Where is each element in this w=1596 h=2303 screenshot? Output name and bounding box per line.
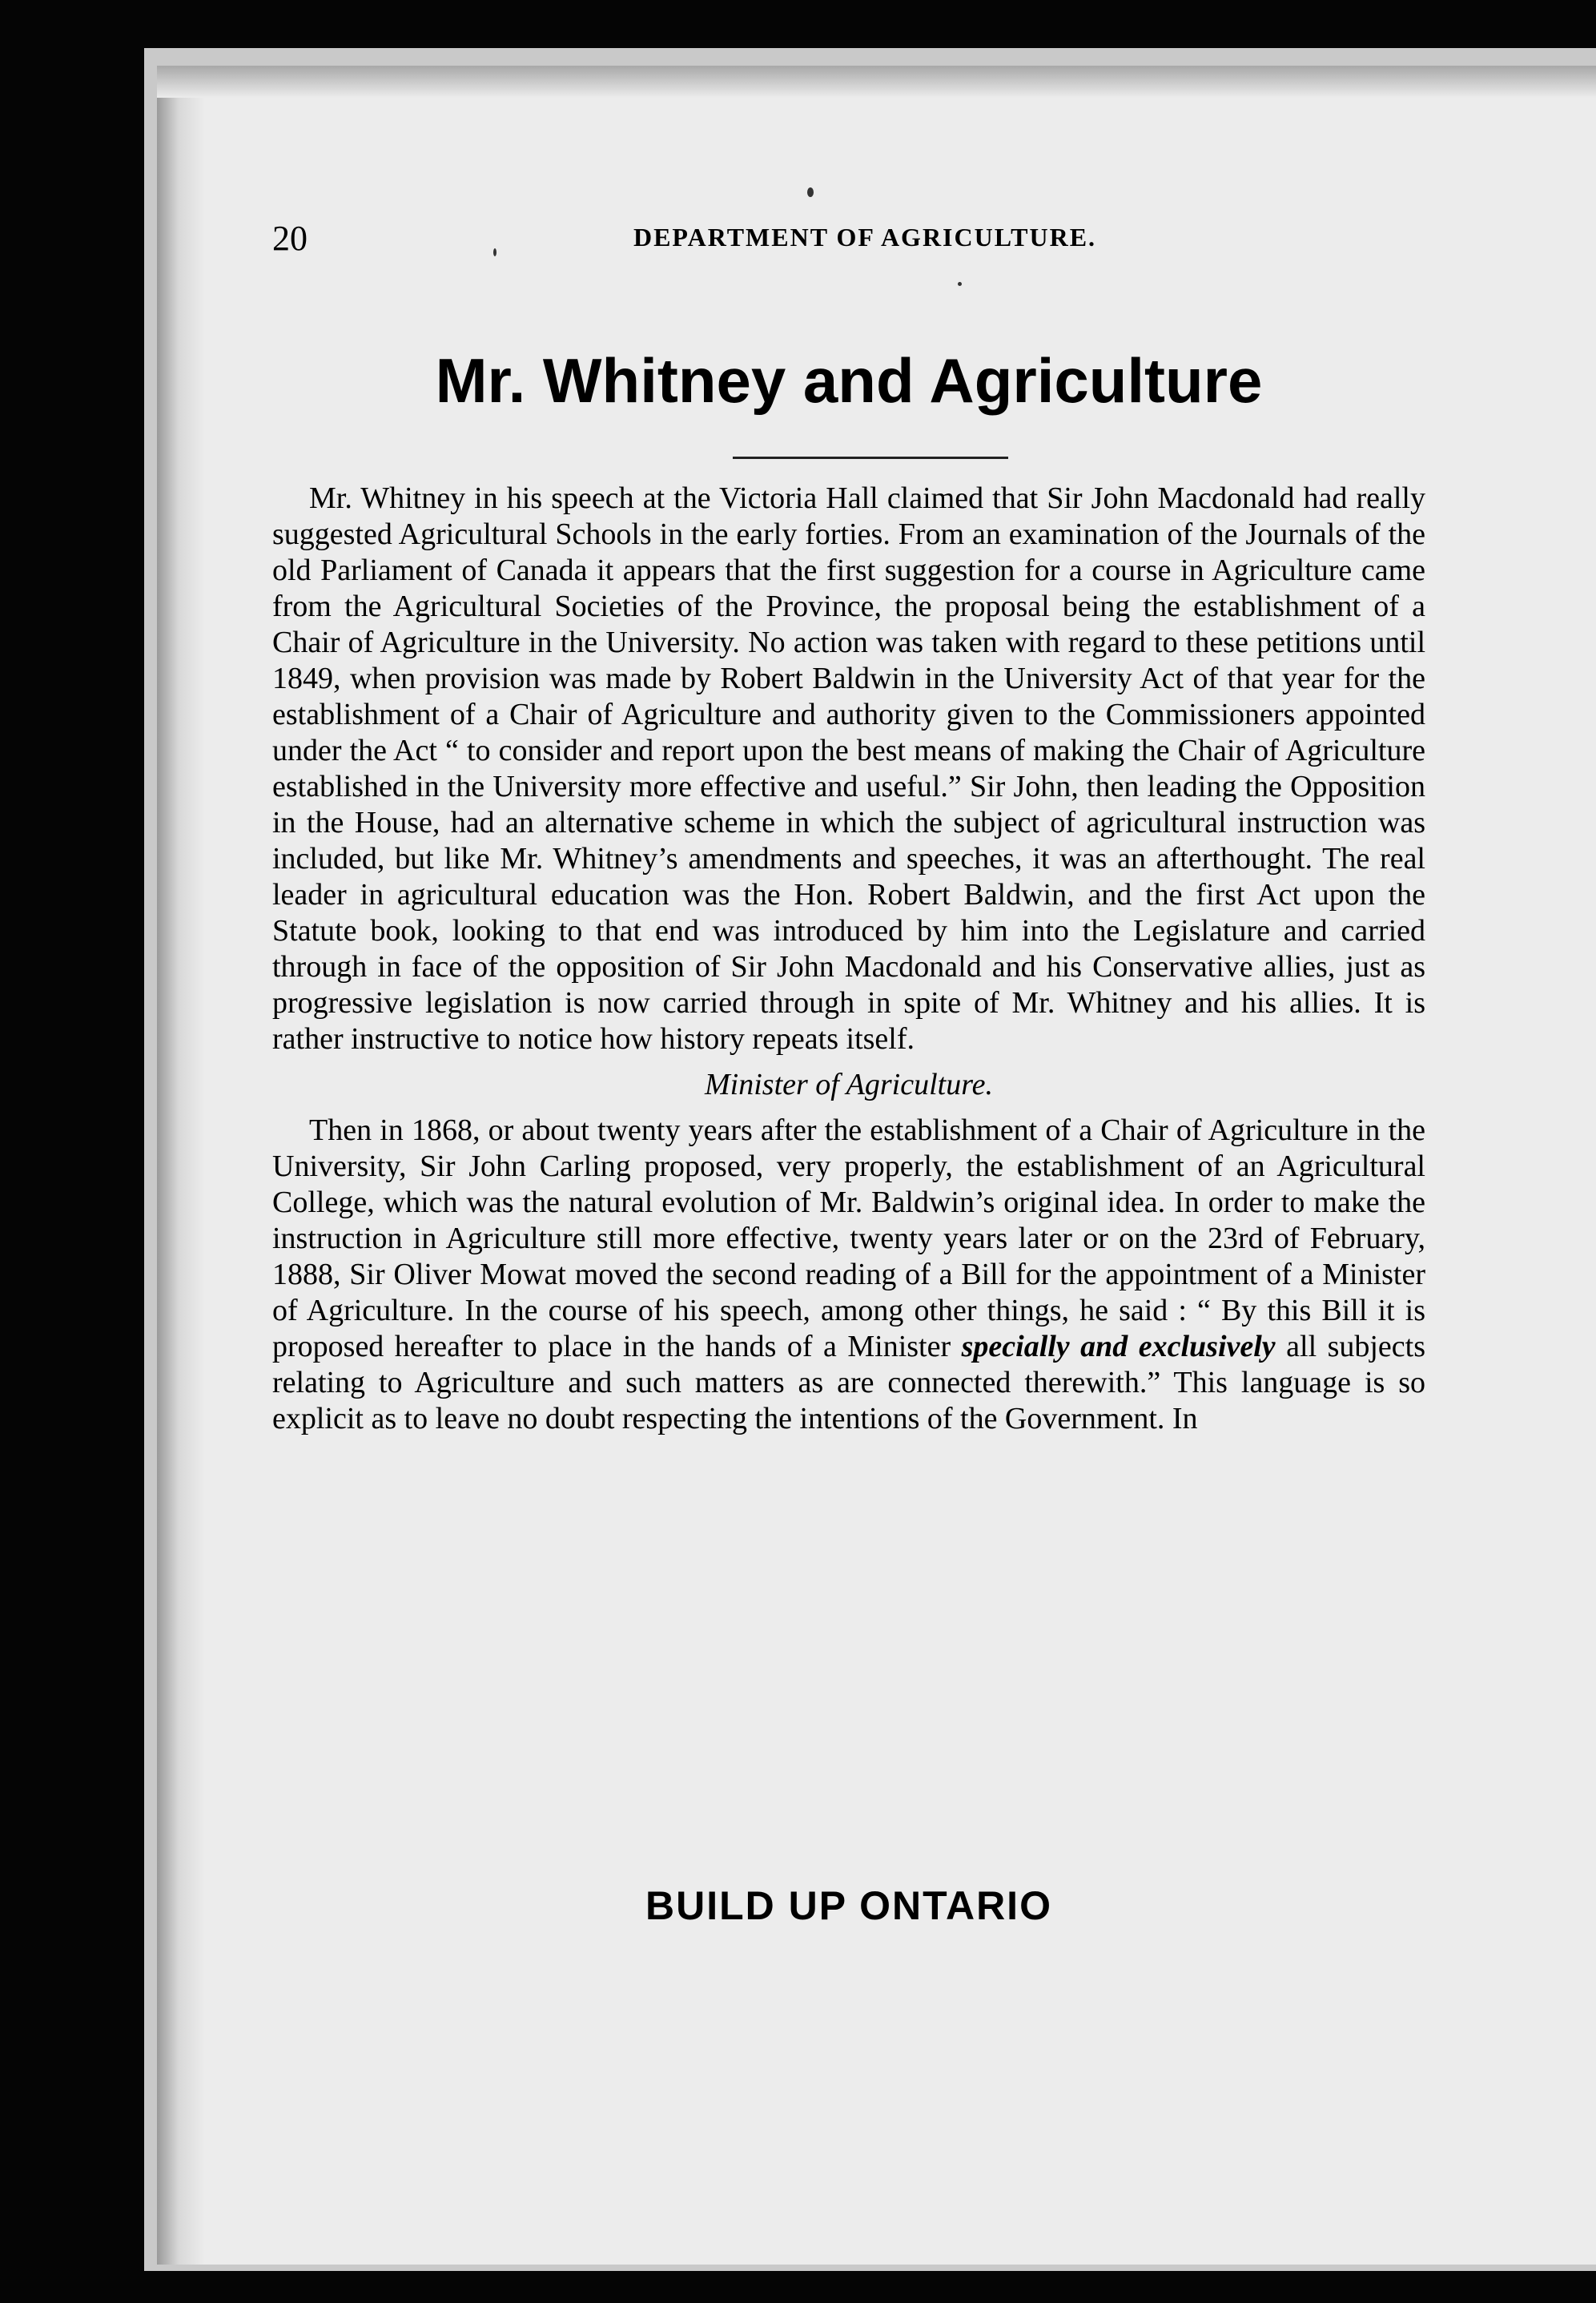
ink-speck (958, 282, 962, 286)
paragraph-1: Mr. Whitney in his speech at the Victoria Hall claimed that Sir John Macdonald had really suggested Agricultural Schools in the early forties. From an examination of the Journals of the old Parliament of Canada it appears that the first suggestion for a course in Agriculture came from the Agricultural Societies of the Province, the proposal being the establishment of a Chair of Agriculture in the University. No action was taken with regard to these petitions until 1849, when provision was made by Robert Baldwin in the University Act of that year for the establishment of a Chair of Agriculture and authority given to the Commissioners appointed under the Act “ to consider and report upon the best means of making the Chair of Agriculture established in the University more effective and useful.” Sir John, then leading the Opposition in the House, had an alternative scheme in which the subject of agricultural instruction was included, but like Mr. Whitney’s amendments and speeches, it was an afterthought. The real leader in agricultural education was the Hon. Robert Baldwin, and the first Act upon the Statute book, looking to that end was introduced by him into the Legislature and carried through in face of the opposition of Sir John Macdonald and his Conservative allies, just as progressive legislation is now carried through in spite of Mr. Whitney and his allies. It is rather instructive to notice how history repeats itself. (272, 481, 1425, 1056)
emphasized-phrase: specially and exclusively (961, 1330, 1276, 1363)
footer-slogan: BUILD UP ONTARIO (645, 1883, 1052, 1928)
title-underline (733, 457, 1008, 459)
page-header (272, 218, 1425, 266)
article-title: Mr. Whitney and Agriculture (435, 345, 1263, 416)
running-head: DEPARTMENT OF AGRICULTURE. (633, 223, 1097, 252)
paragraph-2 (272, 1113, 1425, 1437)
paragraph-2-text-start: Then in 1868, or about twenty years after the establishment of a Chair of Agriculture in the University, Sir John Carling proposed, very properly, the establishment of an Agricultural College, which was the natural evolution of Mr. Baldwin’s original idea. In order to make the instruction in Agriculture still more effective, twenty years later or on the 23rd of February, 1888, Sir Oliver Mowat moved the second reading of a Bill for the appointment of a Minister of Agriculture. In the course of his speech, among other things, he said : “ By this Bill it is proposed hereafter to place in the hands of a Minister (272, 1113, 1425, 1363)
page-number: 20 (272, 219, 308, 258)
section-subheading: Minister of Agriculture. (705, 1068, 993, 1101)
ink-speck (807, 187, 814, 197)
paragraph-2-text-end: all subjects relating to Agriculture and such matters as are connected therewith.” This language is so explicit as to leave no doubt respecting the intentions of the Government. In (272, 1330, 1426, 1435)
article-body (272, 481, 1425, 1437)
